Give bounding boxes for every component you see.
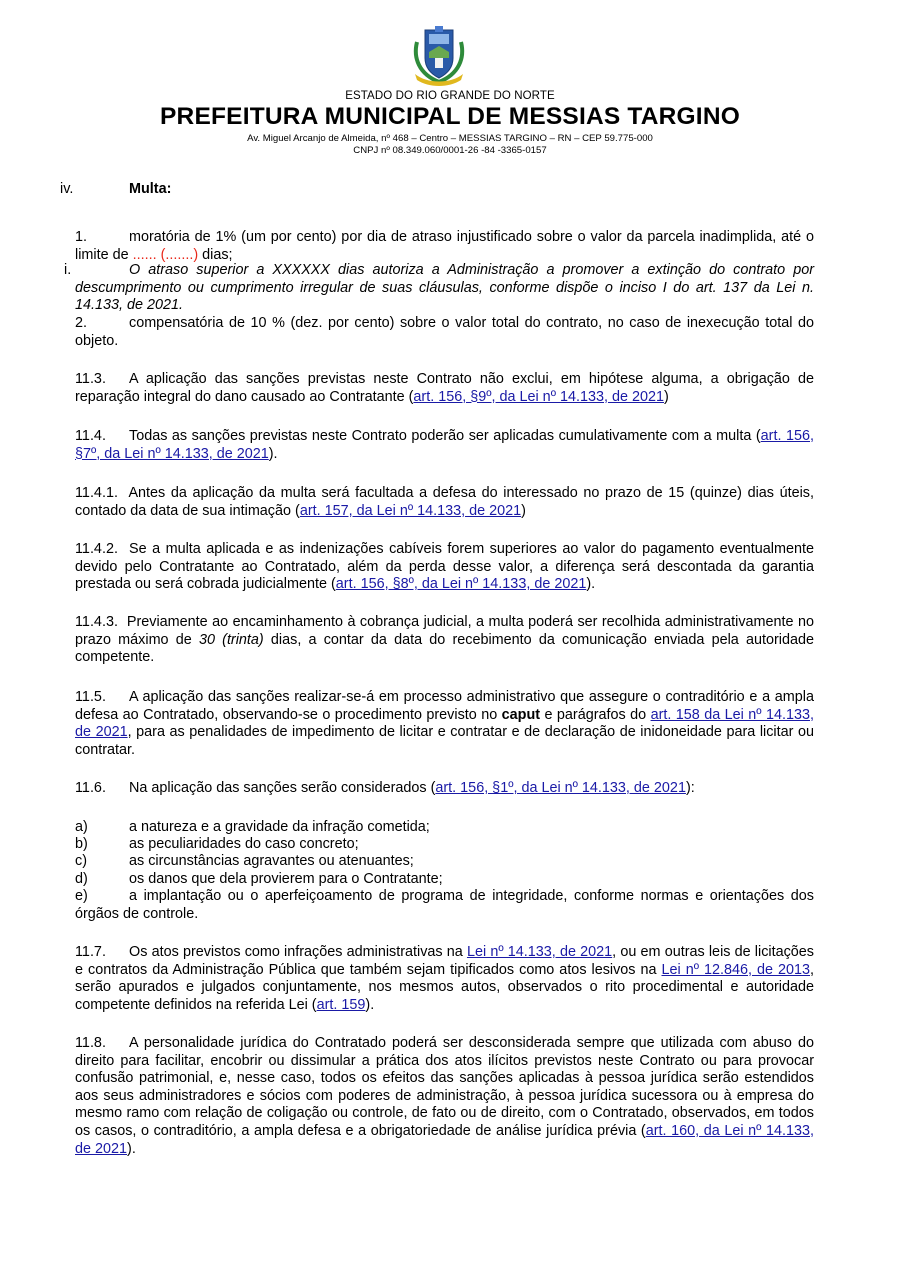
clause-11-5-text: A aplicação das sanções realizar-se-á em processo administrativo que assegure o contraditório e a ampla defesa ao Contratado, observando-se o procedimento previsto no [75, 689, 814, 723]
criteria-letter: a) [75, 819, 88, 835]
clause-11-3-tail: ) [663, 388, 669, 405]
clause-11-5-number: 11.5. [75, 689, 106, 705]
clause-11-3 [75, 371, 814, 406]
item-2 [75, 315, 814, 350]
clause-11-4-3-number: 11.4.3. [75, 614, 118, 630]
clause-11-8-link[interactable]: art. 160, da Lei nº 14.133, de 2021 [75, 1122, 814, 1157]
section-iv-title: Multa: [129, 181, 172, 197]
clause-11-5-link[interactable]: art. 158 da Lei nº 14.133, de 2021 [75, 706, 814, 741]
item-1-tail: dias; [198, 246, 233, 263]
clause-11-4-3 [75, 614, 814, 667]
clause-11-4-3-tail: dias, a contar da data do recebimento da comunicação enviada pela autoridade competente. [75, 631, 815, 666]
criteria-b [75, 836, 814, 854]
clause-11-6-number: 11.6. [75, 780, 106, 796]
criteria-a [75, 819, 814, 837]
clause-11-7 [75, 944, 814, 1014]
clause-11-6-text: Na aplicação das sanções serão considerados ( [129, 780, 436, 796]
clause-11-7-text: Os atos previstos como infrações administrativas na [129, 944, 467, 960]
clause-11-4-text: Todas as sanções previstas neste Contrato poderão ser aplicadas cumulativamente com a multa ( [129, 428, 761, 444]
clause-11-4-2-tail: ). [586, 576, 596, 593]
clause-11-4-link[interactable]: art. 156, §7º, da Lei nº 14.133, de 2021 [75, 428, 814, 462]
item-i-number: i. [64, 262, 72, 278]
clause-11-6-tail: ): [685, 780, 695, 796]
item-1-text: moratória de 1% (um por cento) por dia de atraso injustificado sobre o valor da parcela inadimplida, até o limite de [75, 229, 814, 263]
clause-11-5-bold: caput [501, 706, 541, 723]
section-iv-number: iv. [60, 181, 74, 197]
criteria-text: a natureza e a gravidade da infração cometida; [129, 819, 430, 835]
clause-11-4-2-number: 11.4.2. [75, 541, 118, 557]
header-title: PREFEITURA MUNICIPAL DE MESSIAS TARGINO [160, 103, 740, 130]
clause-11-8-text: A personalidade jurídica do Contratado poderá ser desconsiderada sempre que utilizada com abuso do direito para facilitar, encobrir ou dissimular a prática dos atos ilícitos previstos neste Contrato ou para provocar confusão patrimonial, e, nesse caso, todos os efeitos das sanções aplicadas à pessoa jurídica serão estendidos aos seus administradores e sócios com poderes de administração, à pessoa jurídica sucessora ou à empresa do mesmo ramo com relação de coligação ou controle, de fato ou de direito, com o Contratado, observados, em todos os casos, o contraditório, a ampla defesa e a obrigatoriedade de análise jurídica prévia ( [75, 1035, 814, 1139]
criteria-text: as peculiaridades do caso concreto; [129, 836, 359, 852]
clause-11-5-mid: e parágrafos do [540, 706, 651, 723]
header-state: ESTADO DO RIO GRANDE DO NORTE [345, 90, 555, 102]
clause-11-7-mid1: , ou em outras leis de licitações e contratos da Administração Pública que também sejam tipificados como atos lesivos na [75, 944, 814, 978]
coat-of-arms-icon [411, 24, 467, 88]
clause-11-4-1-text: Antes da aplicação da multa será facultada a defesa do interessado no prazo de 15 (quinze) dias úteis, contado da data de sua intimação ( [75, 485, 815, 519]
criteria-text: as circunstâncias agravantes ou atenuantes; [129, 853, 414, 869]
clause-11-7-number: 11.7. [75, 944, 106, 960]
clause-11-6 [75, 780, 814, 798]
criteria-letter: b) [75, 836, 88, 852]
item-1-number: 1. [75, 229, 88, 245]
criteria-letter: e) [75, 888, 88, 904]
clause-11-5 [75, 689, 814, 759]
clause-11-8 [75, 1035, 814, 1158]
clause-11-7-tail: ). [365, 996, 375, 1013]
criteria-d [75, 871, 814, 889]
clause-11-4-1 [75, 485, 814, 520]
clause-11-4 [75, 428, 814, 463]
clause-11-4-2-text: Se a multa aplicada e as indenizações cabíveis forem superiores ao valor do pagamento eventualmente devido pelo Contratante ao Contratado, além da perda desse valor, a diferença será descontada da garantia prestada ou será cobrada judicialmente ( [75, 541, 815, 593]
clause-11-7-link-law[interactable]: Lei nº 14.133, de 2021 [466, 944, 613, 960]
clause-11-8-tail: ). [127, 1140, 136, 1157]
criteria-letter: c) [75, 853, 87, 869]
item-i-text: O atraso superior a XXXXXX dias autoriza a Administração a promover a extinção do contrato por descumprimento ou cumprimento irregular de suas cláusulas, conforme dispõe o inciso I do art. 137 da Lei n. 14.133, de 2021. [75, 262, 814, 314]
criteria-text: os danos que dela provierem para o Contratante; [129, 871, 443, 887]
criteria-letter: d) [75, 871, 88, 887]
clause-11-3-number: 11.3. [75, 371, 106, 387]
clause-11-4-2 [75, 541, 814, 594]
clause-11-7-link-law-12846[interactable]: Lei nº 12.846, de 2013 [661, 961, 810, 978]
clause-11-4-3-text: Previamente ao encaminhamento à cobrança judicial, a multa poderá ser recolhida administrativamente no prazo máximo de [75, 614, 814, 648]
clause-11-8-number: 11.8. [75, 1035, 106, 1051]
item-2-text: compensatória de 10 % (dez. por cento) sobre o valor total do contrato, no caso de inexecução total do objeto. [75, 315, 814, 349]
clause-11-7-link-art159[interactable]: art. 159 [316, 996, 366, 1013]
clause-11-4-2-link[interactable]: art. 156, §8º, da Lei nº 14.133, de 2021 [335, 576, 587, 593]
header-cnpj: CNPJ nº 08.349.060/0001-26 -84 -3365-0157 [353, 145, 547, 156]
clause-11-4-1-link[interactable]: art. 157, da Lei nº 14.133, de 2021 [299, 502, 522, 519]
criteria-c [75, 853, 814, 871]
clause-11-4-tail: ). [268, 445, 278, 462]
clause-11-4-1-number: 11.4.1. [75, 485, 118, 501]
header-address: Av. Miguel Arcanjo de Almeida, nº 468 – Centro – MESSIAS TARGINO – RN – CEP 59.775-000 [247, 133, 653, 144]
clause-11-3-text: A aplicação das sanções previstas neste Contrato não exclui, em hipótese alguma, a obrigação de reparação integral do dano causado ao Contratante ( [75, 371, 814, 405]
item-1-blank: ...... (.......) [132, 246, 199, 263]
criteria-e [75, 888, 814, 923]
clause-11-4-3-italic: 30 (trinta) [198, 631, 264, 648]
criteria-text: a implantação ou o aperfeiçoamento de programa de integridade, conforme normas e orientações dos órgãos de controle. [75, 888, 814, 922]
clause-11-6-link[interactable]: art. 156, §1º, da Lei nº 14.133, de 2021 [435, 780, 686, 796]
clause-11-7-mid2: , serão apurados e julgados conjuntamente, nos mesmos autos, observados o rito procedimental e autoridade competente definidos na referida Lei ( [75, 961, 814, 1013]
clause-11-3-link[interactable]: art. 156, §9º, da Lei nº 14.133, de 2021 [413, 388, 664, 405]
item-2-number: 2. [75, 315, 88, 331]
clause-11-4-number: 11.4. [75, 428, 106, 444]
clause-11-5-tail: , para as penalidades de impedimento de licitar e contratar e de declaração de inidoneidade para licitar ou contratar. [75, 724, 814, 758]
clause-11-4-1-tail: ) [521, 502, 526, 519]
item-1 [75, 229, 814, 264]
